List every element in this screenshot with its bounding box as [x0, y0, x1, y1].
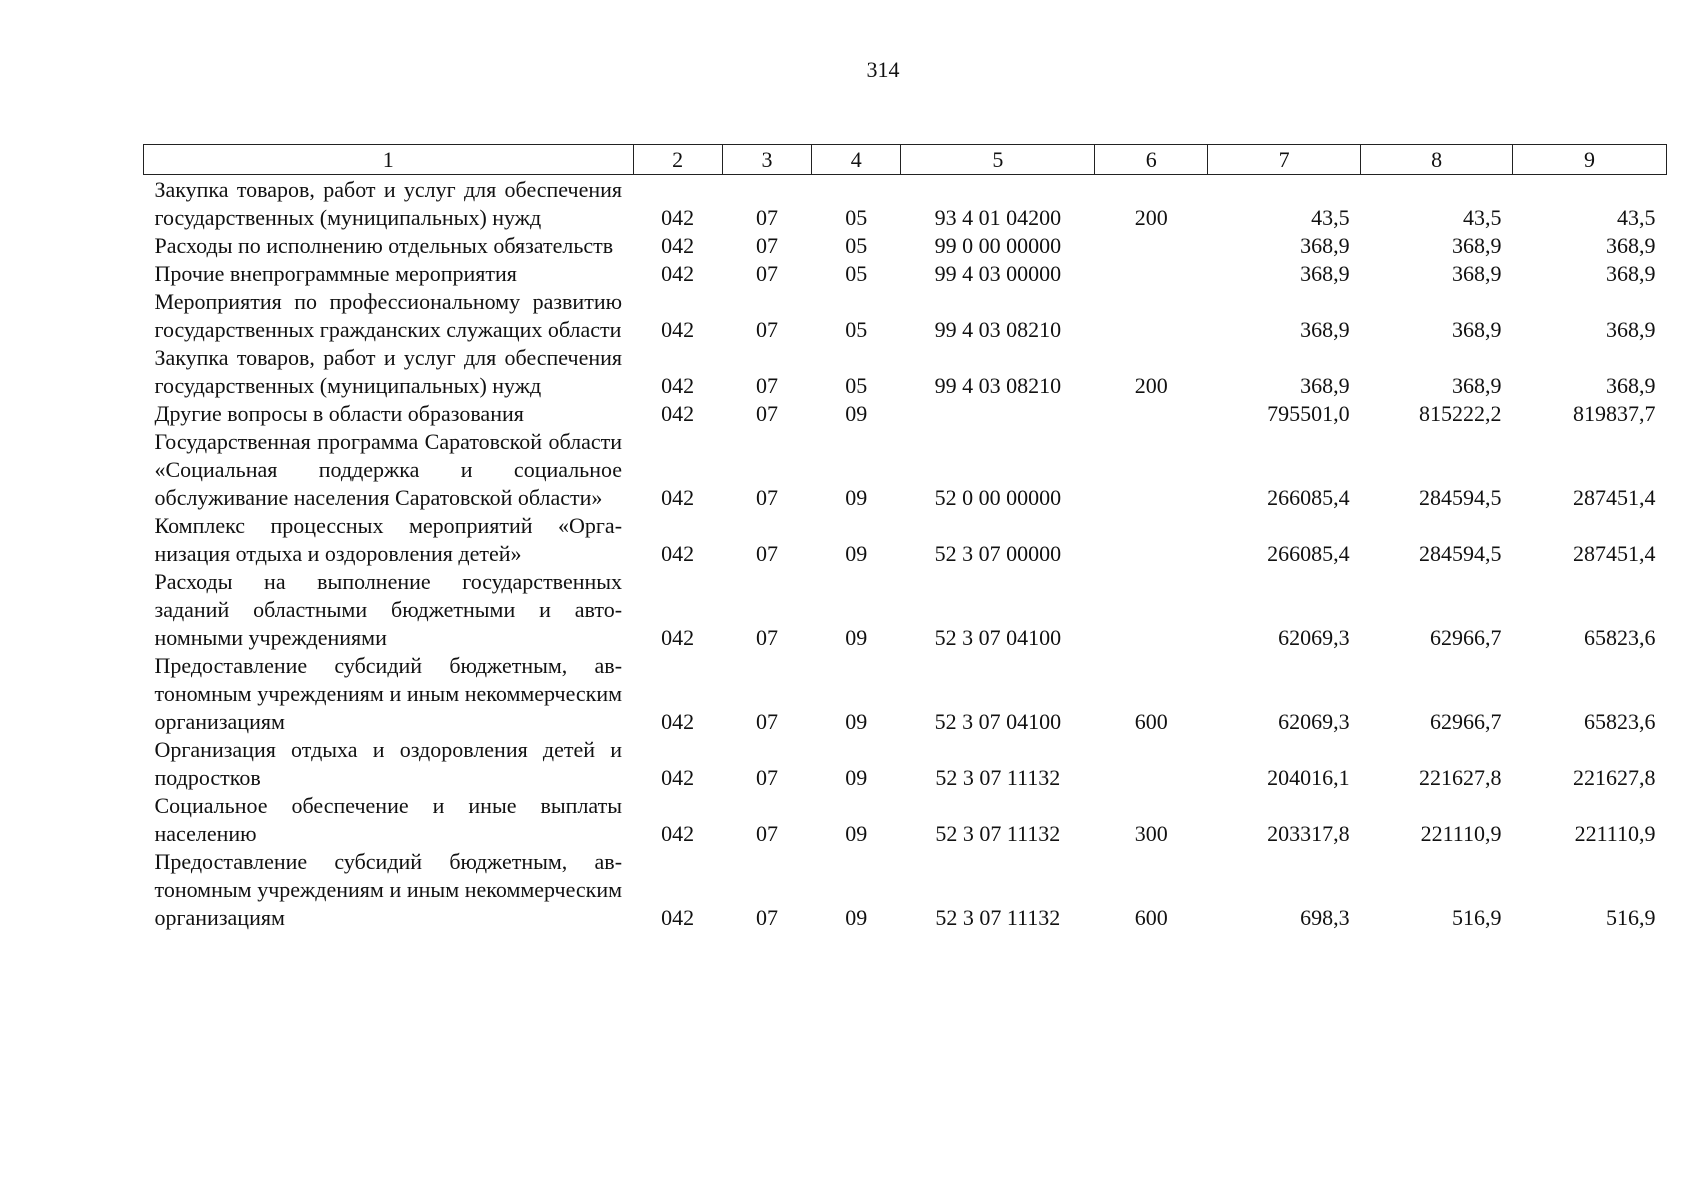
- cell-amount-year-3: 368,9: [1606, 317, 1656, 342]
- cell-section: 07: [755, 317, 778, 342]
- cell-amount-year-3: 516,9: [1606, 905, 1656, 930]
- table-row: [144, 848, 1667, 932]
- cell-amount-year-2: 43,5: [1463, 205, 1502, 230]
- column-header: 8: [1361, 145, 1513, 175]
- cell-amount-year-1: 203317,8: [1267, 821, 1350, 846]
- cell-amount-year-1: 62069,3: [1278, 625, 1350, 650]
- cell-target-article: 93 4 01 04200: [934, 205, 1062, 230]
- column-header: 3: [722, 145, 811, 175]
- cell-section: 07: [755, 765, 778, 790]
- cell-amount-year-3: 221627,8: [1573, 765, 1656, 790]
- cell-amount-year-3: 819837,7: [1573, 401, 1656, 426]
- cell-section: 07: [755, 541, 778, 566]
- cell-subsection: 09: [845, 709, 868, 734]
- cell-amount-year-2: 368,9: [1452, 233, 1502, 258]
- table-row: [144, 568, 1667, 652]
- cell-target-article: 52 3 07 04100: [934, 709, 1062, 734]
- cell-amount-year-2: 62966,7: [1430, 625, 1502, 650]
- cell-amount-year-2: 284594,5: [1419, 485, 1502, 510]
- table-row: [144, 652, 1667, 736]
- cell-section: 07: [755, 709, 778, 734]
- table-row: [144, 736, 1667, 792]
- cell-expense-type: 600: [1134, 709, 1168, 734]
- cell-target-article: 52 3 07 04100: [934, 625, 1062, 650]
- row-name: Другие вопросы в области образования: [154, 401, 524, 426]
- cell-section: 07: [755, 485, 778, 510]
- cell-ministry-code: 042: [661, 541, 695, 566]
- budget-table: [143, 144, 1667, 932]
- cell-target-article: 99 4 03 08210: [934, 317, 1062, 342]
- column-header: 7: [1208, 145, 1361, 175]
- cell-amount-year-1: 698,3: [1300, 905, 1350, 930]
- cell-amount-year-1: 795501,0: [1267, 401, 1350, 426]
- cell-section: 07: [755, 261, 778, 286]
- cell-subsection: 09: [845, 541, 868, 566]
- cell-amount-year-3: 368,9: [1606, 373, 1656, 398]
- cell-target-article: [901, 400, 1095, 428]
- cell-section: 07: [755, 821, 778, 846]
- table-row: [144, 175, 1667, 233]
- column-header: 4: [812, 145, 901, 175]
- table-row: [144, 428, 1667, 512]
- cell-target-article: 99 4 03 00000: [934, 261, 1062, 286]
- cell-expense-type: 300: [1134, 821, 1168, 846]
- table-row: [144, 792, 1667, 848]
- cell-ministry-code: 042: [661, 373, 695, 398]
- cell-amount-year-2: 221627,8: [1419, 765, 1502, 790]
- cell-amount-year-3: 368,9: [1606, 261, 1656, 286]
- cell-section: 07: [755, 401, 778, 426]
- cell-section: 07: [755, 905, 778, 930]
- cell-amount-year-3: 368,9: [1606, 233, 1656, 258]
- cell-amount-year-2: 62966,7: [1430, 709, 1502, 734]
- cell-amount-year-1: 368,9: [1300, 233, 1350, 258]
- cell-expense-type: [1095, 288, 1208, 344]
- cell-section: 07: [755, 233, 778, 258]
- cell-ministry-code: 042: [661, 233, 695, 258]
- cell-subsection: 09: [845, 625, 868, 650]
- cell-amount-year-1: 266085,4: [1267, 541, 1350, 566]
- table-row: [144, 260, 1667, 288]
- cell-subsection: 09: [845, 765, 868, 790]
- cell-amount-year-2: 368,9: [1452, 373, 1502, 398]
- table-row: [144, 400, 1667, 428]
- cell-subsection: 09: [845, 485, 868, 510]
- cell-amount-year-3: 287451,4: [1573, 485, 1656, 510]
- cell-expense-type: [1095, 428, 1208, 512]
- table-row: [144, 512, 1667, 568]
- cell-ministry-code: 042: [661, 625, 695, 650]
- cell-expense-type: [1095, 400, 1208, 428]
- row-name: Предоставление субсидий бюджетным, автономным учреждениям и иным некоммерческим организациям: [154, 849, 623, 930]
- cell-ministry-code: 042: [661, 261, 695, 286]
- table-row: [144, 344, 1667, 400]
- column-header: 2: [633, 145, 722, 175]
- cell-amount-year-1: 204016,1: [1267, 765, 1350, 790]
- cell-target-article: 52 3 07 11132: [935, 765, 1061, 790]
- cell-target-article: 52 3 07 00000: [934, 541, 1062, 566]
- cell-subsection: 05: [845, 233, 868, 258]
- row-name: Расходы по исполнению отдельных обязательств: [154, 233, 614, 258]
- table-row: [144, 232, 1667, 260]
- row-name: Расходы на выполнение государственных заданий областными бюджетными и автономными учреждениями: [154, 569, 623, 650]
- cell-expense-type: 200: [1134, 373, 1168, 398]
- cell-amount-year-3: 65823,6: [1584, 709, 1656, 734]
- cell-amount-year-3: 43,5: [1617, 205, 1656, 230]
- cell-expense-type: 200: [1134, 205, 1168, 230]
- cell-amount-year-2: 284594,5: [1419, 541, 1502, 566]
- cell-subsection: 05: [845, 205, 868, 230]
- cell-expense-type: [1095, 568, 1208, 652]
- column-header: 6: [1095, 145, 1208, 175]
- row-name: Закупка товаров, работ и услуг для обеспечения государственных (муниципальных) нужд: [154, 345, 623, 398]
- cell-subsection: 05: [845, 317, 868, 342]
- cell-ministry-code: 042: [661, 821, 695, 846]
- cell-amount-year-2: 368,9: [1452, 261, 1502, 286]
- cell-subsection: 09: [845, 905, 868, 930]
- cell-subsection: 09: [845, 401, 868, 426]
- cell-amount-year-2: 368,9: [1452, 317, 1502, 342]
- cell-ministry-code: 042: [661, 317, 695, 342]
- cell-amount-year-2: 815222,2: [1419, 401, 1502, 426]
- table-row: [144, 288, 1667, 344]
- row-name: Закупка товаров, работ и услуг для обеспечения государственных (муниципальных) нужд: [154, 177, 623, 230]
- row-name: Организация отдыха и оздоровления детей и подростков: [154, 737, 623, 790]
- table-body: [144, 175, 1667, 933]
- cell-target-article: 99 4 03 08210: [934, 373, 1062, 398]
- row-name: Комплекс процессных мероприятий «Организация отдыха и оздоровления детей»: [154, 513, 623, 566]
- cell-subsection: 09: [845, 821, 868, 846]
- cell-target-article: 52 0 00 00000: [934, 485, 1062, 510]
- cell-subsection: 05: [845, 373, 868, 398]
- cell-amount-year-1: 43,5: [1311, 205, 1350, 230]
- row-name: Предоставление субсидий бюджетным, автономным учреждениям и иным некоммерческим организациям: [154, 653, 623, 734]
- column-header: 1: [144, 145, 634, 175]
- cell-ministry-code: 042: [661, 905, 695, 930]
- cell-amount-year-1: 368,9: [1300, 373, 1350, 398]
- cell-target-article: 52 3 07 11132: [935, 905, 1061, 930]
- cell-section: 07: [755, 205, 778, 230]
- cell-amount-year-1: 266085,4: [1267, 485, 1350, 510]
- cell-expense-type: [1095, 512, 1208, 568]
- cell-target-article: 99 0 00 00000: [934, 233, 1062, 258]
- row-name: Государственная программа Саратовской области «Социальная поддержка и социальное обслуживание населения Саратовской области»: [154, 429, 623, 510]
- cell-expense-type: [1095, 232, 1208, 260]
- row-name: Мероприятия по профессиональному развитию государственных гражданских служащих области: [154, 289, 623, 342]
- cell-amount-year-3: 221110,9: [1574, 821, 1656, 846]
- cell-amount-year-3: 287451,4: [1573, 541, 1656, 566]
- cell-ministry-code: 042: [661, 765, 695, 790]
- row-name: Социальное обеспечение и иные выплаты населению: [154, 793, 623, 846]
- column-header: 5: [901, 145, 1095, 175]
- column-header: 9: [1513, 145, 1667, 175]
- cell-section: 07: [755, 373, 778, 398]
- cell-ministry-code: 042: [661, 485, 695, 510]
- cell-ministry-code: 042: [661, 205, 695, 230]
- cell-expense-type: [1095, 736, 1208, 792]
- cell-amount-year-1: 368,9: [1300, 261, 1350, 286]
- cell-expense-type: 600: [1134, 905, 1168, 930]
- page-number: 314: [866, 57, 900, 82]
- table-header-row: [144, 145, 1667, 175]
- row-name: Прочие внепрограммные мероприятия: [154, 261, 517, 286]
- cell-amount-year-2: 221110,9: [1420, 821, 1502, 846]
- cell-amount-year-2: 516,9: [1452, 905, 1502, 930]
- cell-section: 07: [755, 625, 778, 650]
- cell-amount-year-1: 62069,3: [1278, 709, 1350, 734]
- cell-expense-type: [1095, 260, 1208, 288]
- cell-ministry-code: 042: [661, 709, 695, 734]
- cell-amount-year-1: 368,9: [1300, 317, 1350, 342]
- cell-subsection: 05: [845, 261, 868, 286]
- cell-ministry-code: 042: [661, 401, 695, 426]
- cell-target-article: 52 3 07 11132: [935, 821, 1061, 846]
- cell-amount-year-3: 65823,6: [1584, 625, 1656, 650]
